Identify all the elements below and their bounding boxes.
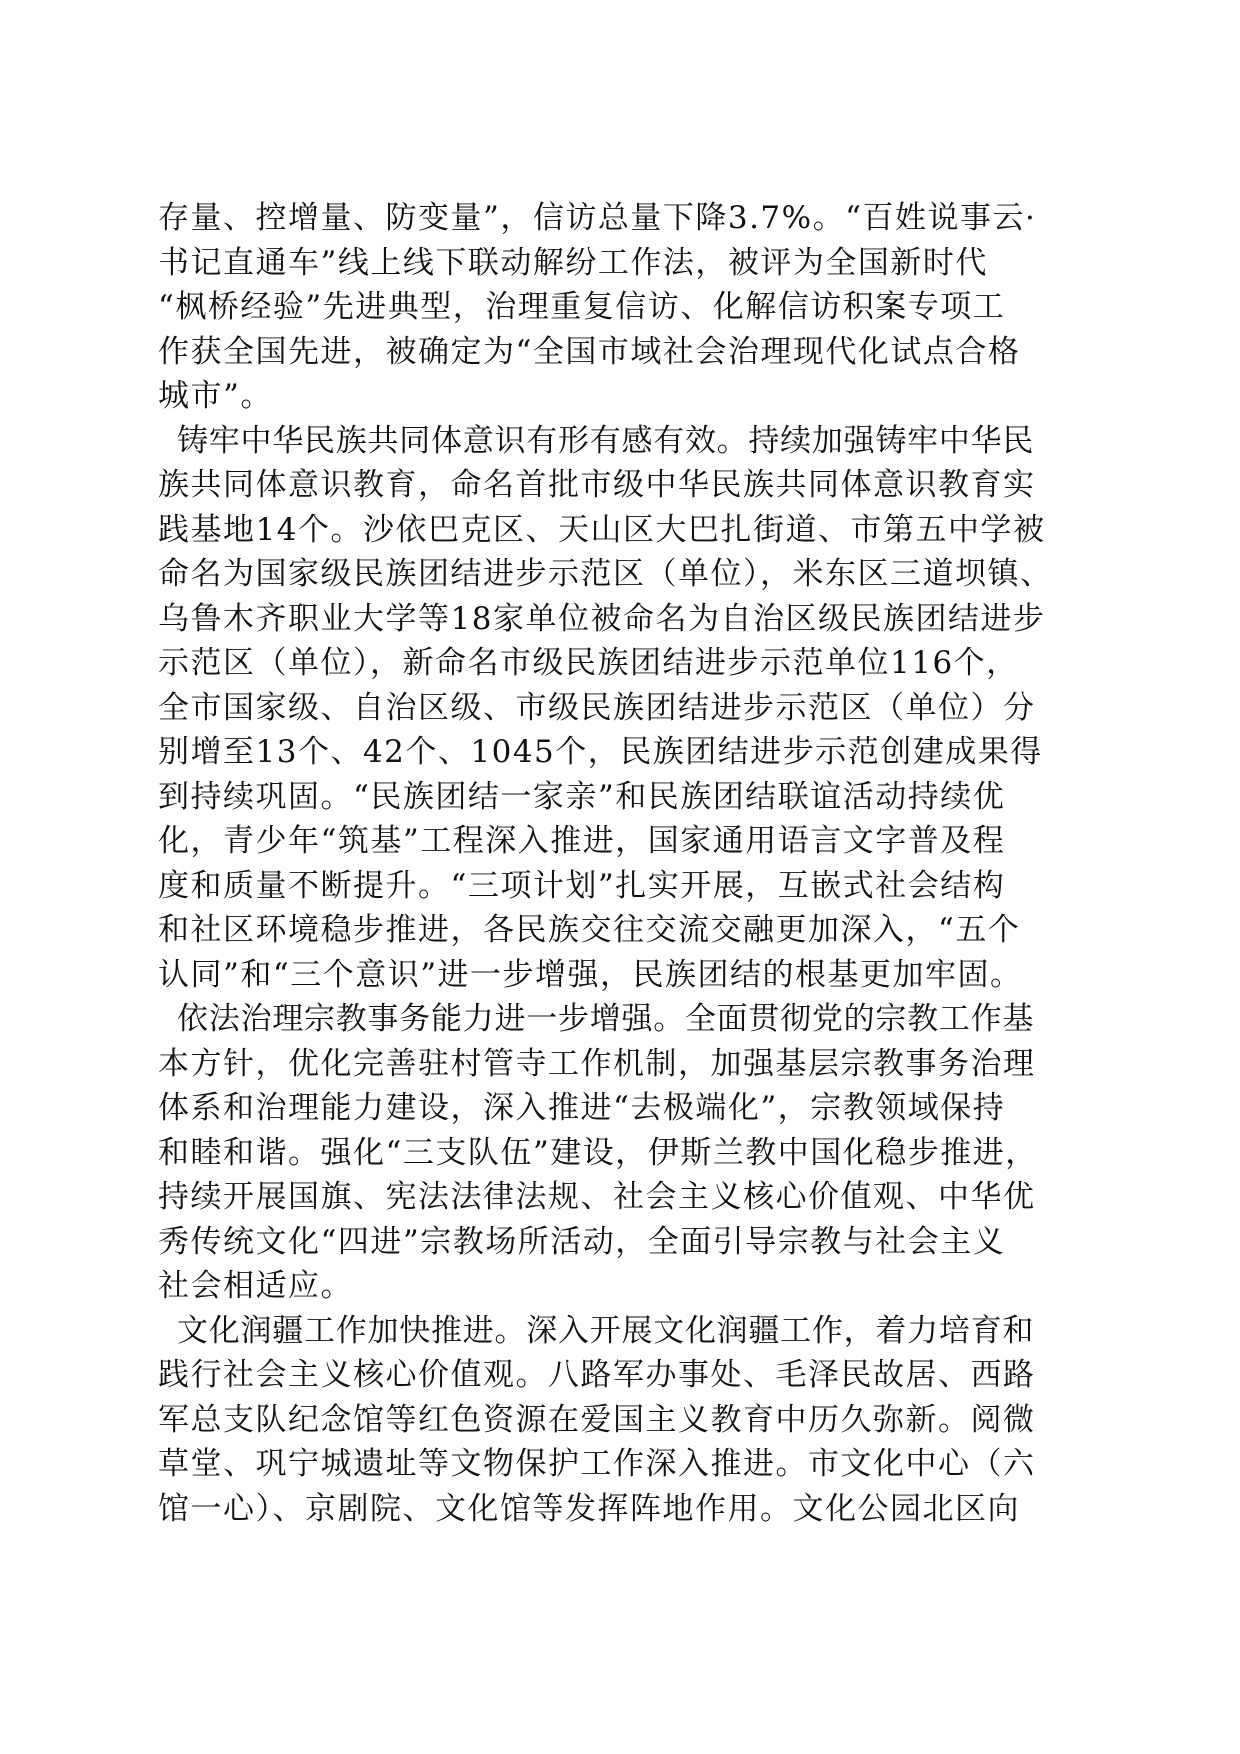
text-line: 到持续巩固。“民族团结一家亲”和民族团结联谊活动持续优 (158, 778, 1006, 815)
body-text (158, 196, 1098, 1531)
text-line: 和睦和谐。强化“三支队伍”建设，伊斯兰教中国化稳步推进， (158, 1134, 1038, 1171)
text-line: 草堂、巩宁城遗址等文物保护工作深入推进。市文化中心（六 (158, 1446, 1036, 1482)
text-line: 度和质量不断提升。“三项计划”扎实开展，互嵌式社会结构 (158, 867, 1006, 904)
text-line: 馆一心）、京剧院、文化馆等发挥阵地作用。文化公园北区向 (158, 1490, 1020, 1527)
text-line: 依法治理宗教事务能力进一步增强。全面贯彻党的宗教工作基 (177, 1001, 1035, 1037)
text-line: 别增至13个、42个、1045个，民族团结进步示范创建成果得 (158, 734, 1043, 770)
text-line: 认同”和“三个意识”进一步增强，民族团结的根基更加牢固。 (158, 956, 1023, 993)
text-line: 文化润疆工作加快推进。深入开展文化润疆工作，着力培育和 (177, 1312, 1035, 1349)
text-line: 本方针，优化完善驻村管寺工作机制，加强基层宗教事务治理 (158, 1045, 1036, 1082)
text-line: 社会相适应。 (158, 1268, 353, 1304)
text-line: 铸牢中华民族共同体意识有形有感有效。持续加强铸牢中华民 (177, 422, 1035, 459)
text-line: 存量、控增量、防变量”，信访总量下降3.7%。“百姓说事云· (158, 200, 1037, 236)
text-line: 城市”。 (158, 378, 273, 414)
text-line: 作获全国先进，被确定为“全国市域社会治理现代化试点合格 (158, 333, 1021, 370)
text-line: 体系和治理能力建设，深入推进“去极端化”，宗教领域保持 (158, 1090, 1006, 1126)
text-line: 族共同体意识教育，命名首批市级中华民族共同体意识教育实 (158, 467, 1036, 503)
text-line: 示范区（单位），新命名市级民族团结进步示范单位116个， (158, 645, 1019, 681)
text-line: 命名为国家级民族团结进步示范区（单位），米东区三道坝镇、 (158, 556, 1053, 592)
text-line: 践基地14个。沙依巴克区、天山区大巴扎街道、市第五中学被 (158, 511, 1046, 548)
text-line: 军总支队纪念馆等红色资源在爱国主义教育中历久弥新。阅微 (158, 1401, 1036, 1438)
text-line: 践行社会主义核心价值观。八路军办事处、毛泽民故居、西路 (158, 1357, 1036, 1393)
text-line: 秀传统文化“四进”宗教场所活动，全面引导宗教与社会主义 (158, 1223, 1006, 1260)
text-line: 化，青少年“筑基”工程深入推进，国家通用语言文字普及程 (158, 823, 1006, 859)
text-line: 全市国家级、自治区级、市级民族团结进步示范区（单位）分 (158, 689, 1036, 726)
text-line: “枫桥经验”先进典型，治理重复信访、化解信访积案专项工 (158, 289, 1006, 325)
text-line: 和社区环境稳步推进，各民族交往交流交融更加深入，“五个 (158, 912, 1021, 948)
text-line: 书记直通车”线上线下联动解纷工作法，被评为全国新时代 (158, 244, 988, 281)
text-line: 乌鲁木齐职业大学等18家单位被命名为自治区级民族团结进步 (158, 600, 1046, 637)
text-line: 持续开展国旗、宪法法律法规、社会主义核心价值观、中华优 (158, 1179, 1036, 1215)
